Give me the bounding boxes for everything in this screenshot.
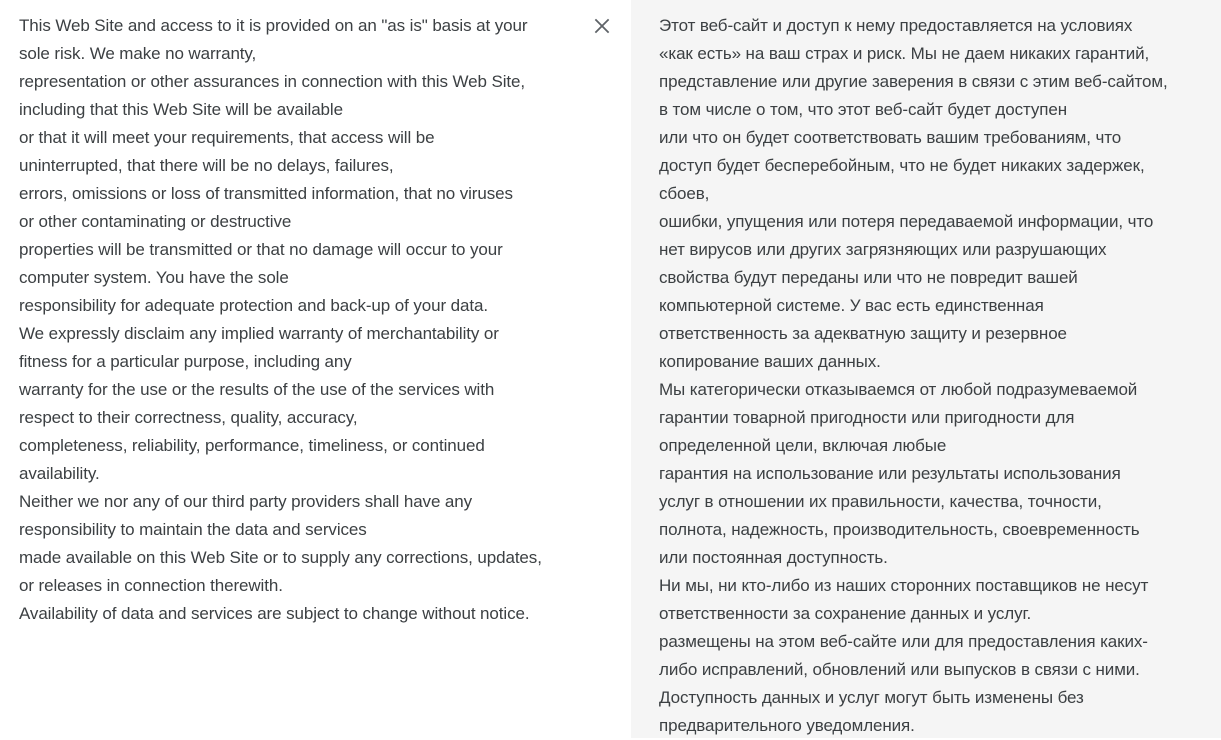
source-text[interactable]: This Web Site and access to it is provided on an "as is" basis at your sole risk. We make no warranty, representation or other assurances in connection with this Web Site, including that this Web Site will be available or that it will meet your requirements, that access will be uninterrupted, that there will be no delays, failures, errors, omissions or loss of transmitted information, that no viruses or other contaminating or destructive properties will be transmitted or that no damage will occur to your computer system. You have the sole responsibility for adequate protection and back-up of your data. We expressly disclaim any implied warranty of merchantability or fitness for a particular purpose, including any warranty for the use or the results of the use of the services with respect to their correctness, quality, accuracy, completeness, reliability, performance, timeliness, or continued availability. Neither we nor any of our third party providers shall have any responsibility to maintain the data and services made available on this Web Site or to supply any corrections, updates, or releases in connection therewith. Availability of data and services are subject to change without notice. [19, 16, 542, 623]
translation-text: Этот веб-сайт и доступ к нему предоставляется на условиях «как есть» на ваш страх и риск. Мы не даем никаких гарантий, представление или другие заверения в связи с этим веб-сайтом, в том числе о том, что этот веб-сайт будет доступен или что он будет соответствовать вашим требованиям, что доступ будет бесперебойным, что не будет никаких задержек, сбоев, ошибки, упущения или потеря передаваемой информации, что нет вирусов или других загрязняющих или разрушающих свойства будут переданы или что не повредит вашей компьютерной системе. У вас есть единственная ответственность за адекватную защиту и резервное копирование ваших данных. Мы категорически отказываемся от любой подразумеваемой гарантии товарной пригодности или пригодности для определенной цели, включая любые гарантия на использование или результаты использования услуг в отношении их правильности, качества, точности, полнота, надежность, производительность, своевременность или постоянная доступность. Ни мы, ни кто-либо из наших сторонних поставщиков не несут ответственности за сохранение данных и услуг. размещены на этом веб-сайте или для предоставления каких- либо исправлений, обновлений или выпусков в связи с ними. Доступность данных и услуг могут быть изменены без предварительного уведомления. [659, 16, 1168, 735]
close-icon [594, 18, 610, 34]
clear-source-text-button[interactable] [589, 13, 615, 39]
translation-panel [631, 0, 1221, 738]
